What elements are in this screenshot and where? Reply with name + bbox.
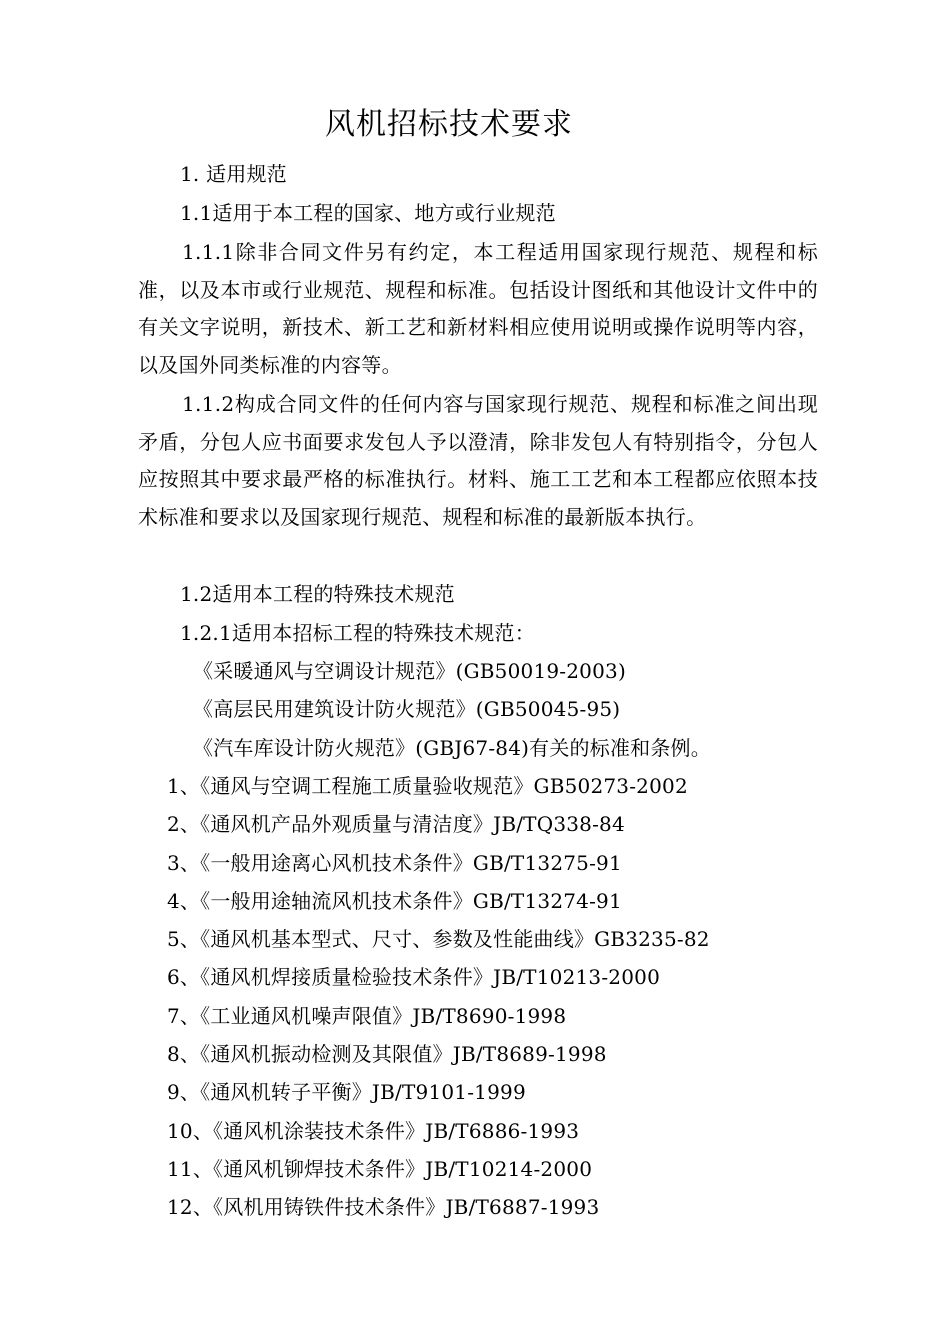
section-heading-1: 1. 适用规范 bbox=[180, 162, 287, 186]
standard-list-item: 3、《一般用途离心风机技术条件》GB/T13275-91 bbox=[167, 851, 622, 875]
section-heading-1-1: 1.1适用于本工程的国家、地方或行业规范 bbox=[180, 201, 556, 225]
section-heading-1-2-1: 1.2.1适用本招标工程的特殊技术规范： bbox=[180, 621, 535, 645]
standard-list-item: 11、《通风机铆焊技术条件》JB/T10214-2000 bbox=[167, 1157, 593, 1181]
standard-list-item: 6、《通风机焊接质量检验技术条件》JB/T10213-2000 bbox=[167, 965, 660, 989]
special-spec-item: 《高层民用建筑设计防火规范》(GB50045-95) bbox=[193, 697, 621, 721]
special-spec-item: 《采暖通风与空调设计规范》(GB50019-2003) bbox=[193, 659, 626, 683]
paragraph-1-1-2: 1.1.2构成合同文件的任何内容与国家现行规范、规程和标准之间出现矛盾，分包人应书面要求发包人予以澄清，除非发包人有特别指令，分包人应按照其中要求最严格的标准执行。材料、施工工艺和本工程都应依照本技术标准和要求以及国家现行规范、规程和标准的最新版本执行。 bbox=[138, 392, 818, 529]
standard-list-item: 10、《通风机涂装技术条件》JB/T6886-1993 bbox=[167, 1119, 580, 1143]
standard-list-item: 4、《一般用途轴流风机技术条件》GB/T13274-91 bbox=[167, 889, 622, 913]
standard-list-item: 9、《通风机转子平衡》JB/T9101-1999 bbox=[167, 1080, 526, 1104]
standard-list-item: 1、《通风与空调工程施工质量验收规范》GB50273-2002 bbox=[167, 774, 688, 798]
standard-list-item: 2、《通风机产品外观质量与清洁度》JB/TQ338-84 bbox=[167, 812, 625, 836]
standard-list-item: 8、《通风机振动检测及其限值》JB/T8689-1998 bbox=[167, 1042, 607, 1066]
standard-list-item: 5、《通风机基本型式、尺寸、参数及性能曲线》GB3235-82 bbox=[167, 927, 710, 951]
document-title: 风机招标技术要求 bbox=[325, 107, 573, 142]
special-spec-item: 《汽车库设计防火规范》(GBJ67-84)有关的标准和条例。 bbox=[193, 736, 711, 760]
standard-list-item: 7、《工业通风机噪声限值》JB/T8690-1998 bbox=[167, 1004, 567, 1028]
paragraph-1-1-1: 1.1.1除非合同文件另有约定，本工程适用国家现行规范、规程和标准，以及本市或行业规范、规程和标准。包括设计图纸和其他设计文件中的有关文字说明，新技术、新工艺和新材料相应使用说明或操作说明等内容，以及国外同类标准的内容等。 bbox=[138, 240, 818, 377]
section-heading-1-2: 1.2适用本工程的特殊技术规范 bbox=[180, 582, 455, 606]
standard-list-item: 12、《风机用铸铁件技术条件》JB/T6887-1993 bbox=[167, 1195, 600, 1219]
